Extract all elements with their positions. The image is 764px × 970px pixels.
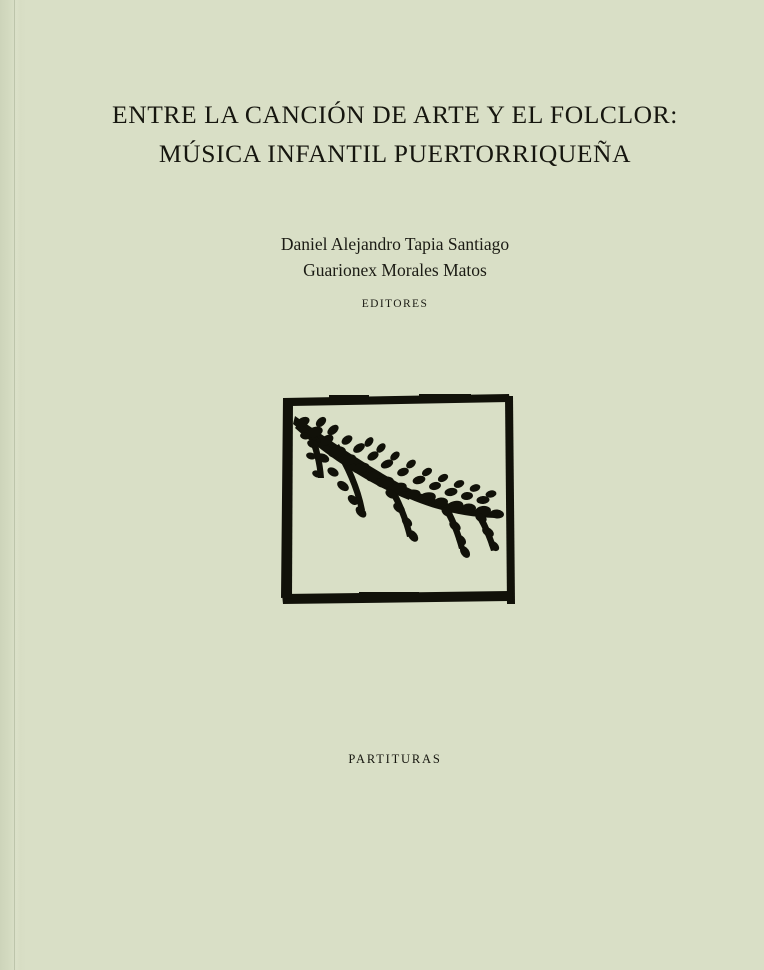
title-line-1: ENTRE LA CANCIÓN DE ARTE Y EL FOLCLOR: xyxy=(112,100,678,129)
editors-role-label: EDITORES xyxy=(361,297,429,310)
author-name-2: Guarionex Morales Matos xyxy=(303,259,487,280)
cover-spine-shading xyxy=(0,0,26,970)
authors-block xyxy=(26,232,764,310)
spine-fold-line xyxy=(14,0,15,970)
author-name-1: Daniel Alejandro Tapia Santiago xyxy=(280,234,510,254)
cover-content xyxy=(26,0,764,970)
title-line-2: MÚSICA INFANTIL PUERTORRIQUEÑA xyxy=(158,138,632,168)
publisher-imprint: PARTITURAS xyxy=(348,752,442,766)
page-title xyxy=(26,96,764,174)
framed-foliage-branch-woodcut-icon xyxy=(269,382,521,620)
